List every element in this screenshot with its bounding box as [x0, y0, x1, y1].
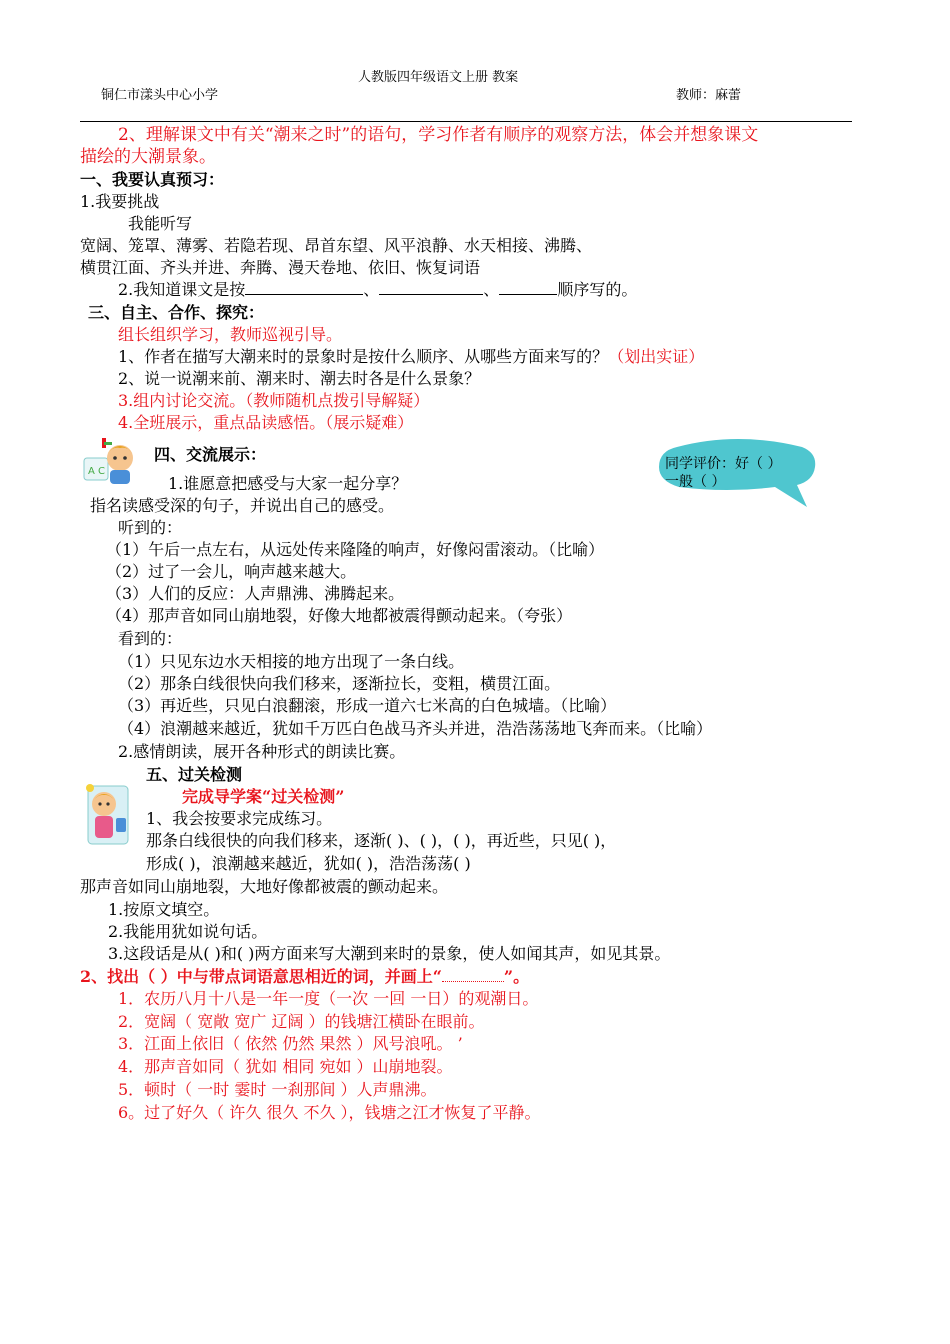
sec5-task-1: 1.按原文填空。 — [108, 900, 220, 919]
synonym-task-title: 2、找出（ ）中与带点词语意思相近的词，并画上“ ”。 — [80, 967, 530, 986]
section-5-title: 五、过关检测 — [146, 765, 243, 784]
school-name: 铜仁市漾头中心小学 — [101, 88, 219, 103]
svg-text:A C: A C — [88, 466, 106, 477]
goal-line-2: 描绘的大潮景象。 — [80, 147, 216, 167]
sec5-task-3: 3.这段话是从( )和( )两方面来写大潮到来时的景象，使人如闻其声，如见其景。 — [108, 944, 671, 963]
student-cartoon-icon — [80, 436, 142, 488]
sec3-q2: 2、说一说潮来前、潮来时、潮去时各是什么景象？ — [118, 369, 481, 388]
blank-order-1 — [245, 280, 363, 295]
synonym-item-2: 2．宽阔（ 宽敞 宽广 辽阔 ）的钱塘江横卧在眼前。 — [118, 1012, 485, 1031]
heard-item-1: （1）午后一点左右，从远处传来隆隆的响声，好像闷雷滚动。（比喻） — [106, 540, 605, 559]
synonym-item-4: 4．那声音如同（ 犹如 相同 宛如 ）山崩地裂。 — [118, 1057, 453, 1076]
heard-heading: 听到的： — [118, 518, 183, 537]
synonym-item-6: 6。过了好久（ 许久 很久 不久 ），钱塘之江才恢复了平静。 — [118, 1103, 541, 1122]
synonym-item-1: 1．农历八月十八是一年一度（一次 一回 一日）的观潮日。 — [118, 989, 539, 1008]
sec5-passage-3: 那声音如同山崩地裂，大地好像都被震的颤动起来。 — [80, 877, 449, 896]
seen-item-3: （3）再近些，只见白浪翻滚，形成一道六七米高的白色城墙。（比喻） — [118, 696, 617, 715]
doc-header-title: 人教版四年级语文上册 教案 — [358, 70, 519, 85]
sec1-words-1: 宽阔、笼罩、薄雾、若隐若现、昂首东望、风平浪静、水天相接、沸腾、 — [80, 236, 593, 255]
sec4-q2: 2.感情朗读，展开各种形式的朗读比赛。 — [118, 742, 406, 761]
sec5-task-2: 2.我能用犹如说句话。 — [108, 922, 268, 941]
sec5-red-note: 完成导学案“过关检测” — [182, 787, 345, 806]
sec4-intro: 指名读感受深的句子，并说出自己的感受。 — [90, 496, 395, 515]
seen-heading: 看到的： — [118, 629, 183, 648]
seen-item-2: （2）那条白线很快向我们移来，逐渐拉长，变粗，横贯江面。 — [118, 674, 561, 693]
heard-item-4: （4）那声音如同山崩地裂，好像大地都被震得颤动起来。（夸张） — [106, 606, 573, 625]
section-1-title: 一、我要认真预习： — [80, 170, 225, 189]
sec5-q1: 1、我会按要求完成练习。 — [146, 809, 333, 828]
header-rule — [80, 121, 852, 122]
heard-item-3: （3）人们的反应：人声鼎沸、沸腾起来。 — [106, 584, 405, 603]
synonym-item-5: 5．顿时（ 一时 霎时 一刹那间 ）人声鼎沸。 — [118, 1080, 437, 1099]
sec3-red-note: 组长组织学习，教师巡视引导。 — [118, 325, 343, 344]
sec3-q4: 4.全班展示，重点品读感悟。（展示疑难） — [118, 413, 414, 432]
sec1-item-2: 2.我知道课文是按 、 、 顺序写的。 — [118, 280, 638, 299]
sec5-passage-2: 形成( )，浪潮越来越近，犹如( )，浩浩荡荡( ) — [146, 854, 471, 873]
synonym-item-3: 3．江面上依旧（ 依然 仍然 果然 ）风号浪吼。 ’ — [118, 1034, 463, 1053]
peer-evaluation-text: 同学评价：好（ ） 一般（ ） — [665, 456, 782, 490]
section-4-title: 四、交流展示： — [154, 445, 267, 464]
sec1-subtitle: 我能听写 — [128, 214, 193, 233]
teacher-name: 教师：麻蕾 — [676, 88, 742, 103]
sec3-q1: 1、作者在描写大潮来时的景象时是按什么顺序、从哪些方面来写的？（划出实证） — [118, 347, 705, 366]
section-3-title: 三、自主、合作、探究： — [88, 303, 265, 322]
sec5-passage-1: 那条白线很快的向我们移来，逐渐( )、( )，( )，再近些，只见( )， — [146, 831, 617, 850]
goal-line-1: 2、理解课文中有关“潮来之时”的语句，学习作者有顺序的观察方法，体会并想象课文 — [118, 125, 759, 145]
blank-order-2 — [379, 280, 483, 295]
wavy-underline-mark — [442, 971, 504, 982]
sec4-q1: 1.谁愿意把感受与大家一起分享？ — [168, 474, 408, 493]
peer-evaluation-bubble — [657, 437, 817, 517]
seen-item-4: （4）浪潮越来越近，犹如千万匹白色战马齐头并进，浩浩荡荡地飞奔而来。（比喻） — [118, 719, 713, 738]
sec1-words-2: 横贯江面、齐头并进、奔腾、漫天卷地、依旧、恢复词语 — [80, 258, 481, 277]
sec1-item-1: 1.我要挑战 — [80, 192, 160, 211]
blank-order-3 — [499, 280, 557, 295]
seen-item-1: （1）只见东边水天相接的地方出现了一条白线。 — [118, 652, 465, 671]
girl-cartoon-icon — [78, 782, 134, 854]
heard-item-2: （2）过了一会儿，响声越来越大。 — [106, 562, 357, 581]
sec3-q3: 3.组内讨论交流。（教师随机点拨引导解疑） — [118, 391, 430, 410]
